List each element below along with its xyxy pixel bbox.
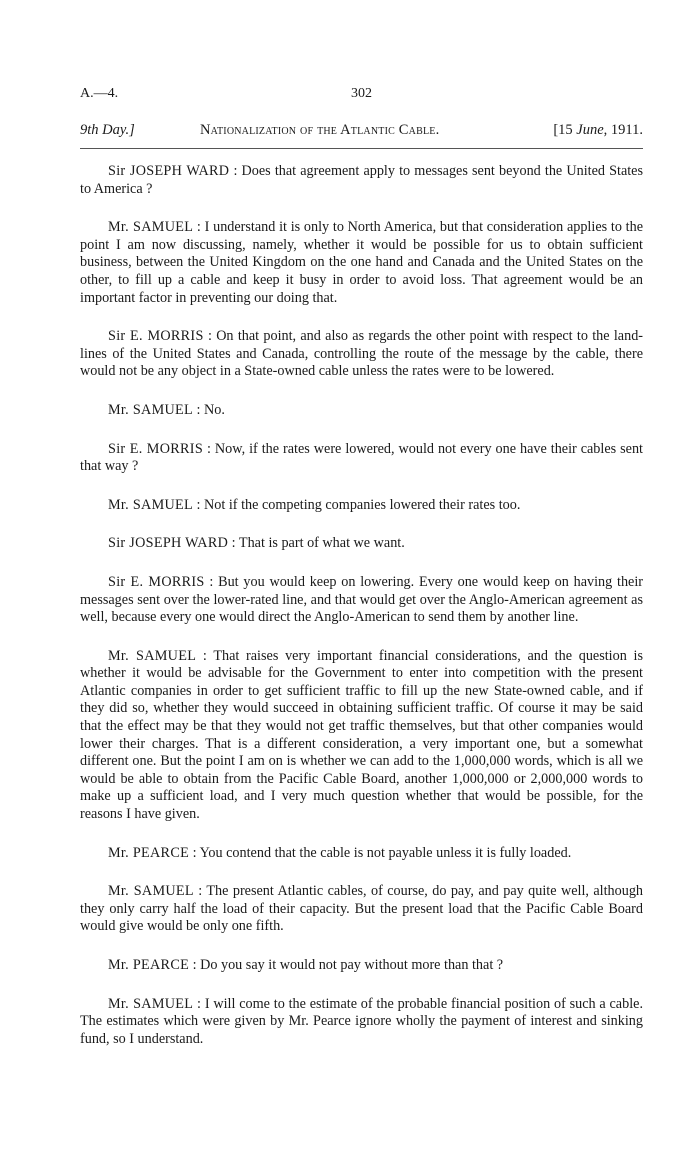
running-head-date-year: , 1911.	[603, 122, 643, 138]
speaker-name: Sir E. MORRIS	[108, 440, 204, 457]
speech-text: Do you say it would not pay without more than that ?	[200, 957, 504, 973]
speech-text: You contend that the cable is not payable unless it is fully loaded.	[199, 844, 572, 861]
speaker-name: Mr. PEARCE	[108, 844, 190, 861]
speaker-name: Mr. SAMUEL	[108, 401, 193, 418]
speech-text: The present Atlantic cables, of course, do pay, and pay quite well, although they only carry half the load of their capacity. But the present load that the Pacific Cable Board would give would be only one fifth.	[80, 883, 644, 935]
speaker-name: Sir JOSEPH WARD	[108, 163, 230, 179]
speech-text: Now, if the rates were lowered, would not every one have their cables sent that way ?	[80, 440, 643, 475]
speech-paragraph: Sir E. MORRIS : Now, if the rates were lowered, would not every one have their cables sent that way ?	[80, 440, 643, 475]
speech-paragraph: Mr. SAMUEL : The present Atlantic cables, of course, do pay, and pay quite well, although they only carry half the load of their capacity. But the present load that the Pacific Cable Board would give would be only one fifth.	[80, 883, 644, 935]
paper-reference: A.—4.	[80, 86, 119, 101]
speaker-name: Mr. SAMUEL	[108, 496, 193, 513]
header-rule	[80, 148, 643, 149]
speaker-name: Mr. SAMUEL	[108, 883, 194, 900]
speech-paragraph: Sir JOSEPH WARD : Does that agreement apply to messages sent beyond the United States to America ?	[80, 163, 643, 197]
speech-paragraph: Mr. SAMUEL : I understand it is only to North America, but that consideration applies to the point I am now discussing, namely, whether it would be possible for us to obtain sufficient business, between the United Kingdom on the one hand and Canada and the United States on the other, to fill up a cable and keep it busy in order to avoid loss. That agreement would be an important factor in preventing our doing that.	[80, 219, 643, 306]
speaker-name: Sir E. MORRIS	[108, 328, 204, 345]
speech-paragraph: Mr. PEARCE : Do you say it would not pay without more than that ?	[108, 957, 504, 973]
speaker-name: Sir E. MORRIS	[108, 573, 205, 590]
running-head-day: 9th Day.]	[80, 122, 135, 138]
speech-paragraph: Mr. PEARCE : You contend that the cable is not payable unless it is fully loaded.	[108, 844, 572, 861]
running-head-date	[553, 122, 643, 139]
speech-paragraph: Mr. SAMUEL : Not if the competing companies lowered their rates too.	[108, 496, 521, 513]
speech-paragraph: Sir JOSEPH WARD : That is part of what we want.	[108, 535, 405, 552]
running-head-date-month: June	[576, 122, 604, 138]
speaker-name: Mr. SAMUEL	[108, 995, 194, 1012]
speaker-name: Sir JOSEPH WARD	[108, 535, 229, 552]
running-head	[80, 122, 643, 144]
speech-text: On that point, and also as regards the other point with respect to the land-lines of the United States and Canada, controlling the route of the message by the cable, there would not be any object in a State-owned cable unless the rates were to be lowered.	[80, 328, 644, 380]
speech-text: I understand it is only to North America, but that consideration applies to the point I am now discussing, namely, whether it would be possible for us to obtain sufficient business, between the United Kingdom on the one hand and Canada and the United States on the other, to fill up a cable and keep it busy in order to avoid loss. That agreement would be an important factor in preventing our doing that.	[80, 219, 643, 306]
speech-paragraph: Sir E. MORRIS : On that point, and also as regards the other point with respect to the land-lines of the United States and Canada, controlling the route of the message by the cable, there would not be any object in a State-owned cable unless the rates were to be lowered.	[80, 328, 644, 380]
speaker-name: Mr. SAMUEL	[108, 219, 194, 236]
page-header	[80, 86, 643, 106]
speech-paragraph: Sir E. MORRIS : But you would keep on lowering. Every one would keep on having their messages sent over the lower-rated line, and that would get over the Anglo-American agreement as well, because every one would direct the Anglo-American to send them by another line.	[80, 573, 644, 626]
speech-text: Does that agreement apply to messages sent beyond the United States to America ?	[80, 163, 643, 197]
running-head-date-open: [15	[553, 122, 577, 138]
speech-text: I will come to the estimate of the probable financial position of such a cable. The estimates which were given by Mr. Pearce ignore wholly the payment of interest and sinking fund, so I understand.	[80, 995, 643, 1047]
speaker-name: Mr. SAMUEL	[108, 647, 197, 664]
speech-paragraph: Mr. SAMUEL : No.	[108, 401, 225, 418]
speech-paragraph: Mr. SAMUEL : I will come to the estimate of the probable financial position of such a cable. The estimates which were given by Mr. Pearce ignore wholly the payment of interest and sinking fund, so I understand.	[80, 995, 643, 1047]
speech-text: Not if the competing companies lowered their rates too.	[204, 496, 521, 513]
speech-text: That is part of what we want.	[238, 535, 405, 552]
speech-text: But you would keep on lowering. Every one would keep on having their messages sent over the lower-rated line, and that would get over the Anglo-American agreement as well, because every one would direct the Anglo-American to send them by another line.	[80, 573, 644, 626]
page-number: 302	[351, 86, 372, 101]
speech-paragraph: Mr. SAMUEL : That raises very important financial considerations, and the question is whether it would be advisable for the Government to enter into competition with the present Atlantic companies in order to get sufficient traffic to fill up the new State-owned cable, and if they did so, whether they would succeed in obtaining sufficient traffic. Of course it may be said that the effect may be that they would not get traffic themselves, but that other companies would lower their charges. That is a different consideration, a very important one, but a somewhat different one. But the point I am on is whether we can add to the 1,000,000 words, which is all we would be able to obtain from the Pacific Cable Board, another 1,000,000 or 2,000,000 words to make up a sufficient load, and I very much question whether that would be possible, for the reasons I have given.	[80, 647, 643, 823]
speaker-name: Mr. PEARCE	[108, 957, 190, 973]
transcript-body	[80, 163, 643, 1069]
speech-text: No.	[204, 401, 225, 418]
speech-text: That raises very important financial considerations, and the question is whether it would be advisable for the Government to enter into competition with the present Atlantic companies in order to get sufficient traffic to fill up the new State-owned cable, and if they did so, whether they would succeed in obtaining sufficient traffic. Of course it may be said that the effect may be that they would not get traffic themselves, but that other companies would lower their charges. That is a different consideration, a very important one, but a somewhat different one. But the point I am on is whether we can add to the 1,000,000 words, which is all we would be able to obtain from the Pacific Cable Board, another 1,000,000 or 2,000,000 words to make up a sufficient load, and I very much question whether that would be possible, for the reasons I have given.	[80, 647, 643, 823]
running-head-title: Nationalization of the Atlantic Cable.	[200, 122, 440, 138]
